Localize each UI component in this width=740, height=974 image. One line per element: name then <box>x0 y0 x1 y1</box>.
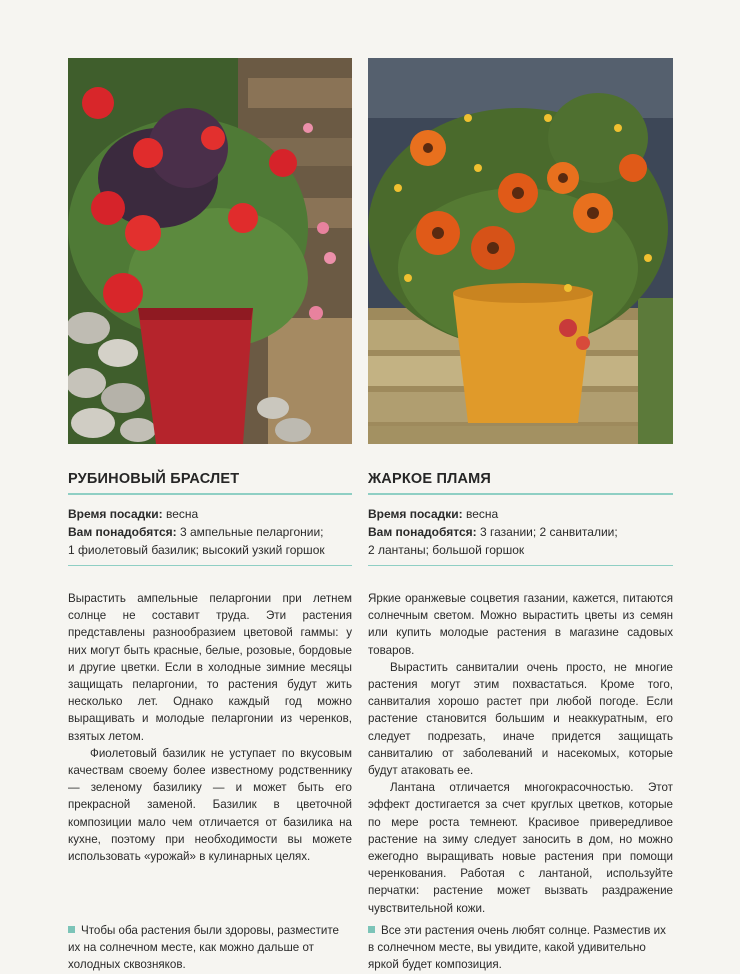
materials-value-1: 3 газании; 2 санвиталии; <box>480 525 618 539</box>
planting-time-label: Время посадки: <box>368 507 463 521</box>
materials-value-2: 2 лантаны; большой горшок <box>368 543 525 557</box>
title-divider <box>368 493 673 495</box>
details-divider <box>368 565 673 566</box>
planting-time-label: Время посадки: <box>68 507 163 521</box>
materials-line <box>368 523 618 541</box>
paragraph: Яркие оранжевые соцветия газании, кажется, питаются солнечным светом. Можно вырастить цветы из семян или купить молодые растения в магазине садовых товаров. <box>368 592 673 657</box>
materials-line <box>68 523 325 541</box>
planting-details <box>368 505 618 559</box>
planting-details <box>68 505 325 559</box>
planting-time-line <box>68 505 325 523</box>
materials-label: Вам понадобятся: <box>368 525 477 539</box>
square-bullet-icon <box>368 926 375 933</box>
body-text <box>368 590 673 917</box>
paragraph: Фиолетовый базилик не уступает по вкусовым качествам своему более известному родственнику — зеленому базилику — и может быть его прекрасной заменой. Базилик в цветочной композиции мало чем отличается от базилика на кухне, поэтому при необходимости вы можете использовать «урожай» в кулинарных целях. <box>68 746 352 864</box>
planting-time-value: весна <box>465 507 499 521</box>
materials-label: Вам понадобятся: <box>68 525 177 539</box>
paragraph: Вырастить санвиталии очень просто, не многие растения могут этим похвастаться. Кроме того, санвиталия хорошо растет при любой погоде. Если растение становится большим и неаккуратным, его следует подрезать, иначе придется защищать санвиталию от заболеваний и насекомых, которые будут атаковать ее. <box>368 660 673 778</box>
tip-note <box>68 922 352 974</box>
gazania-pot-photo <box>368 58 673 444</box>
section-title: ЖАРКОЕ ПЛАМЯ <box>368 471 492 487</box>
paragraph: Лантана отличается многокрасочностью. Этот эффект достигается за счет круглых цветков, которые по мере роста темнеют. Красивое привередливое растение на зиму следует заносить в дом, но можно ежегодно выращивать новые растения при помощи черенкования. Работая с лантаной, используйте перчатки: растение может вызвать раздражение чувствительной кожи. <box>368 781 673 915</box>
tip-note <box>368 922 673 974</box>
materials-value-1: 3 ампельные пеларгонии; <box>180 525 324 539</box>
tip-text: Все эти растения очень любят солнце. Разместив их в солнечном месте, вы увидите, какой удивительно яркой будет композиция. <box>368 924 666 972</box>
materials-value-2: 1 фиолетовый базилик; высокий узкий горшок <box>68 543 325 557</box>
paragraph: Вырастить ампельные пеларгонии при летнем солнце не составит труда. Эти растения представлены разнообразием цветовой гаммы: у них могут быть красные, белые, розовые, бордовые и другие цветки. Если в холодные зимние месяцы защищать пеларгонии, то растения будут жить несколько лет. Однако каждый год можно выращивать и молодые пеларгонии из черенков, взятых летом. <box>68 592 352 743</box>
planting-time-line <box>368 505 618 523</box>
square-bullet-icon <box>68 926 75 933</box>
details-divider <box>68 565 352 566</box>
body-text <box>68 590 352 865</box>
planting-time-value: весна <box>165 507 199 521</box>
title-divider <box>68 493 352 495</box>
pelargonium-pot-photo <box>68 58 352 444</box>
section-title: РУБИНОВЫЙ БРАСЛЕТ <box>68 471 240 487</box>
tip-text: Чтобы оба растения были здоровы, разместите их на солнечном месте, как можно дальше от холодных сквозняков. <box>68 924 339 972</box>
